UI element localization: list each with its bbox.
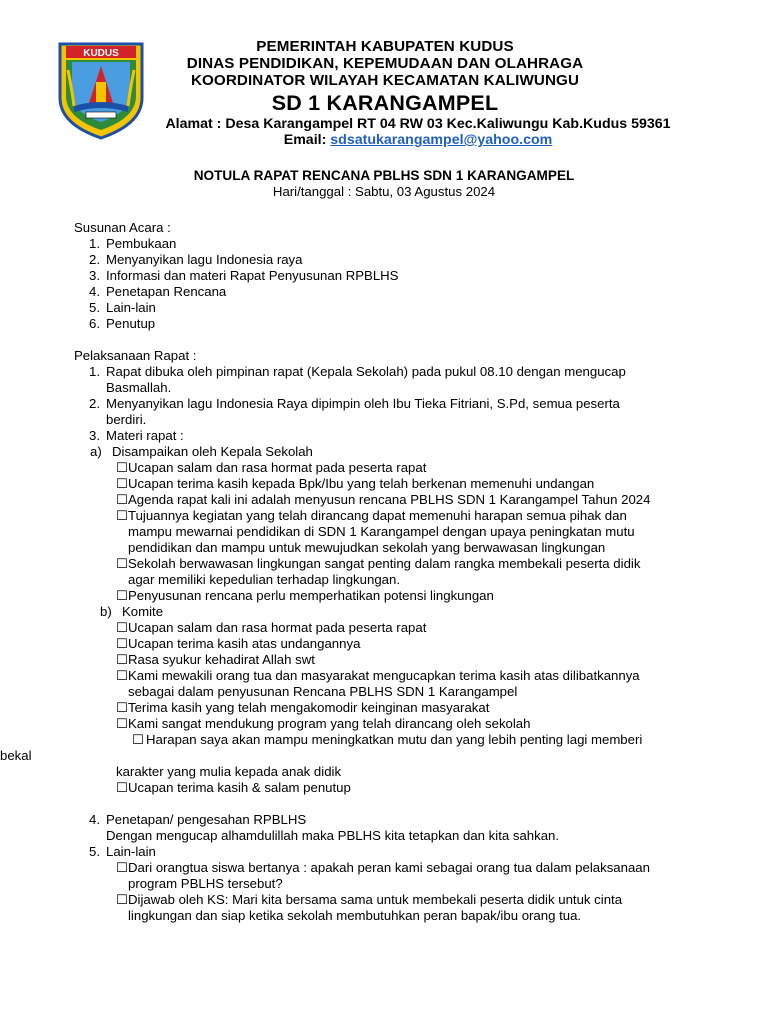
list-item: ☐ Ucapan terima kasih & salam penutup <box>116 780 351 795</box>
kudus-crest-logo <box>56 40 146 140</box>
list-item: ☐ Agenda rapat kali ini adalah menyusun rencana PBLHS SDN 1 Karangampel Tahun 2024 <box>116 492 651 507</box>
school-email <box>138 132 698 148</box>
proceedings-heading: Pelaksanaan Rapat : <box>74 348 197 363</box>
list-item-continuation: karakter yang mulia kepada anak didik <box>116 764 342 779</box>
agenda-item: 5. Lain-lain <box>89 300 156 315</box>
list-item: ☐ Ucapan terima kasih kepada Bpk/Ibu yang telah berkenan memenuhi undangan <box>116 476 595 491</box>
checkbox-icon: ☐ <box>116 588 128 603</box>
email-link[interactable]: sdsatukarangampel@yahoo.com <box>330 132 553 148</box>
checkbox-icon: ☐ <box>116 892 128 907</box>
checkbox-icon: ☐ <box>116 460 128 475</box>
proceeding-item: 1. Rapat dibuka oleh pimpinan rapat (Kepala Sekolah) pada pukul 08.10 dengan mengucap Basmallah. <box>89 364 626 395</box>
list-item: ☐ Harapan saya akan mampu meningkatkan mutu dan yang lebih penting lagi memberi <box>132 732 643 747</box>
list-item: ☐ Ucapan salam dan rasa hormat pada peserta rapat <box>116 620 427 635</box>
agenda-item: 2. Menyanyikan lagu Indonesia raya <box>89 252 303 267</box>
letterhead-line-1: PEMERINTAH KABUPATEN KUDUS <box>256 38 514 55</box>
checkbox-icon: ☐ <box>132 732 144 747</box>
checkbox-icon: ☐ <box>116 780 128 795</box>
meeting-date: Hari/tanggal : Sabtu, 03 Agustus 2024 <box>272 184 496 199</box>
school-address: Alamat : Desa Karangampel RT 04 RW 03 Kec.Kaliwungu Kab.Kudus 59361 <box>165 116 671 132</box>
email-label: Email: <box>283 132 331 148</box>
checkbox-icon: ☐ <box>116 620 128 635</box>
letterhead <box>140 38 630 116</box>
list-item: ☐ Penyusunan rencana perlu memperhatikan potensi lingkungan <box>116 588 494 603</box>
list-item: ☐ Kami sangat mendukung program yang telah dirancang oleh sekolah <box>116 716 531 731</box>
subsection-a: a) Disampaikan oleh Kepala Sekolah <box>90 444 313 459</box>
agenda-heading: Susunan Acara : <box>74 220 171 235</box>
checkbox-icon: ☐ <box>116 860 128 875</box>
checkbox-icon: ☐ <box>116 556 128 571</box>
list-item: ☐ Ucapan salam dan rasa hormat pada peserta rapat <box>116 460 427 475</box>
letterhead-line-2: DINAS PENDIDIKAN, KEPEMUDAAN DAN OLAHRAGA <box>186 55 584 72</box>
checkbox-icon: ☐ <box>116 636 128 651</box>
checkbox-icon: ☐ <box>116 652 128 667</box>
checkbox-icon: ☐ <box>116 476 128 491</box>
checkbox-icon: ☐ <box>116 492 128 507</box>
list-item: ☐ Kami mewakili orang tua dan masyarakat mengucapkan terima kasih atas dilibatkannya sebagai dalam penyusunan Rencana PBLHS SDN 1 Karangampel <box>116 668 640 699</box>
list-item: ☐ Ucapan terima kasih atas undangannya <box>116 636 361 651</box>
letterhead-line-3: KOORDINATOR WILAYAH KECAMATAN KALIWUNGU <box>190 72 580 89</box>
proceeding-item: 3. Materi rapat : <box>89 428 184 443</box>
agenda-item: 1. Pembukaan <box>89 236 177 251</box>
list-item: ☐ Rasa syukur kehadirat Allah swt <box>116 652 315 667</box>
list-item: ☐ Dari orangtua siswa bertanya : apakah peran kami sebagai orang tua dalam pelaksanaan program PBLHS tersebut? <box>116 860 650 891</box>
checkbox-icon: ☐ <box>116 700 128 715</box>
school-name: SD 1 KARANGAMPEL <box>271 91 499 115</box>
document-body <box>0 220 696 924</box>
checkbox-icon: ☐ <box>116 508 128 523</box>
agenda-item: 3. Informasi dan materi Rapat Penyusunan RPBLHS <box>89 268 399 283</box>
proceeding-item: 5. Lain-lain <box>89 844 156 859</box>
proceeding-item: 2. Menyanyikan lagu Indonesia Raya dipimpin oleh Ibu Tieka Fitriani, S.Pd, semua peserta berdiri. <box>89 396 620 427</box>
proceeding-item: 4. Penetapan/ pengesahan RPBLHS Dengan mengucap alhamdulillah maka PBLHS kita tetapkan dan kita sahkan. <box>89 812 560 843</box>
list-item: ☐ Dijawab oleh KS: Mari kita bersama sama untuk membekali peserta didik untuk cinta lingkungan dan siap ketika sekolah membutuhkan peran bapak/ibu orang tua. <box>116 892 623 923</box>
crest-label: KUDUS <box>83 48 119 59</box>
list-item: ☐ Terima kasih yang telah mengakomodir keinginan masyarakat <box>116 700 490 715</box>
document-title: NOTULA RAPAT RENCANA PBLHS SDN 1 KARANGAMPEL <box>193 168 575 183</box>
list-item-wrap: bekal <box>0 748 32 763</box>
list-item: ☐ Sekolah berwawasan lingkungan sangat penting dalam rangka membekali peserta didik agar memiliki kepedulian terhadap lingkungan. <box>116 556 641 587</box>
agenda-item: 6. Penutup <box>89 316 156 331</box>
checkbox-icon: ☐ <box>116 668 128 683</box>
subsection-b: b) Komite <box>100 604 164 619</box>
list-item: ☐ Tujuannya kegiatan yang telah dirancang dapat memenuhi harapan semua pihak dan mampu mewarnai pendidikan di SDN 1 Karangampel dengan upaya peningkatan mutu pendidikan dan mampu untuk mewujudkan sekolah yang berwawasan lingkungan <box>116 508 635 555</box>
agenda-item: 4. Penetapan Rencana <box>89 284 227 299</box>
checkbox-icon: ☐ <box>116 716 128 731</box>
